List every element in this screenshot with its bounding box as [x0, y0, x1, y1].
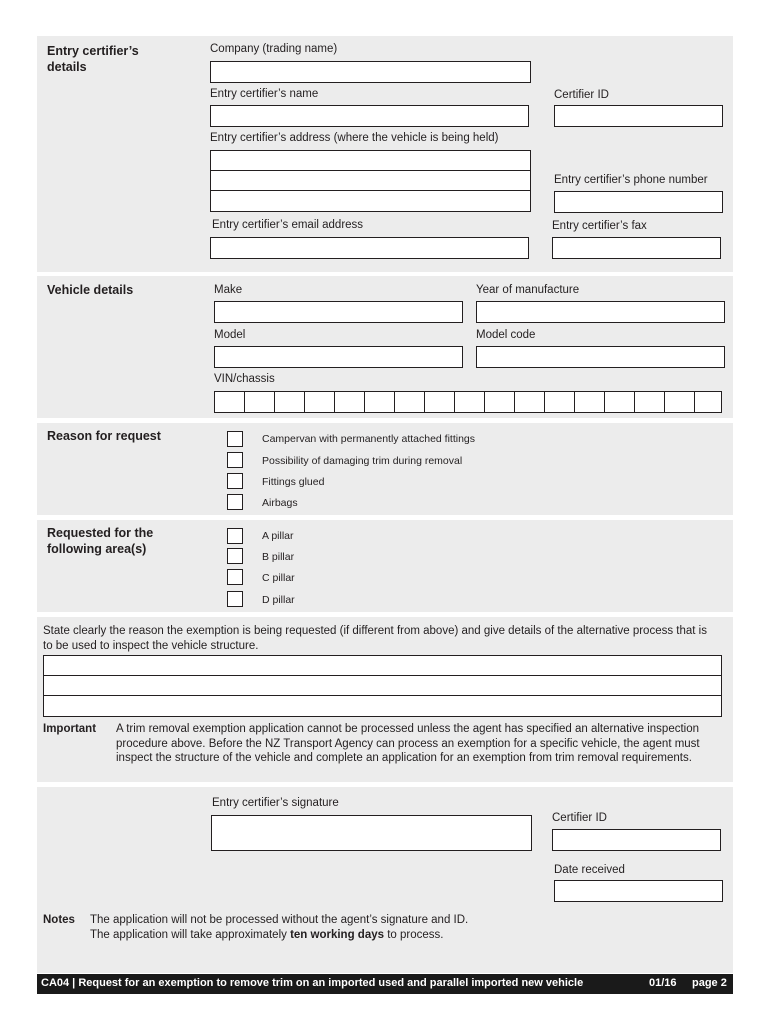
notes-line-1: The application will not be processed without the agent’s signature and ID. [90, 914, 469, 926]
vin-input[interactable] [214, 391, 722, 413]
area-option-c-pillar: C pillar [262, 572, 295, 584]
notes-line-2-emphasis: ten working days [290, 929, 385, 941]
alternative-line-2-input[interactable] [43, 675, 722, 696]
fax-label: Entry certifier’s fax [552, 220, 647, 232]
footer-title: CA04 | Request for an exemption to remove trim on an imported used and parallel imported new vehicle [41, 977, 584, 989]
reason-checkbox-airbags[interactable] [227, 494, 243, 510]
reason-heading: Reason for request [47, 429, 161, 443]
reason-option-damaging-trim: Possibility of damaging trim during removal [262, 455, 463, 467]
areas-heading: Requested for the following area(s) [47, 526, 154, 556]
model-label: Model [214, 329, 246, 341]
certifier-name-label: Entry certifier’s name [210, 88, 319, 100]
area-checkbox-a-pillar[interactable] [227, 528, 243, 544]
make-label: Make [214, 284, 243, 296]
area-option-b-pillar: B pillar [262, 551, 295, 563]
certifier-address-label: Entry certifier’s address (where the vehicle is being held) [210, 132, 499, 144]
address-line-1-input[interactable] [210, 150, 531, 171]
model-code-label: Model code [476, 329, 536, 341]
vin-label: VIN/chassis [214, 373, 275, 385]
signature-certifier-id-label: Certifier ID [552, 812, 607, 824]
footer-version: 01/16 [649, 977, 677, 989]
signature-certifier-id-input[interactable] [552, 829, 721, 851]
model-code-input[interactable] [476, 346, 725, 368]
address-line-3-input[interactable] [210, 190, 531, 212]
important-text: A trim removal exemption application cannot be processed unless the agent has specified an alternative inspection procedure above. Before the NZ Transport Agency can process an exemption for a specific vehicle, the agent must inspect the structure of the vehicle and complete an application for an exemption from trim removal requirements. [116, 723, 700, 764]
certifier-id-label: Certifier ID [554, 89, 609, 101]
page-footer [37, 974, 733, 994]
email-input[interactable] [210, 237, 529, 259]
alternative-line-3-input[interactable] [43, 695, 722, 717]
date-received-label: Date received [554, 864, 625, 876]
important-label: Important [43, 723, 97, 735]
year-input[interactable] [476, 301, 725, 323]
reason-checkbox-fittings-glued[interactable] [227, 473, 243, 489]
date-received-input[interactable] [554, 880, 723, 902]
area-checkbox-c-pillar[interactable] [227, 569, 243, 585]
model-input[interactable] [214, 346, 463, 368]
reason-option-fittings-glued: Fittings glued [262, 476, 325, 488]
alternative-line-1-input[interactable] [43, 655, 722, 676]
vehicle-heading: Vehicle details [47, 283, 134, 297]
company-input[interactable] [210, 61, 531, 83]
phone-input[interactable] [554, 191, 723, 213]
make-input[interactable] [214, 301, 463, 323]
address-line-2-input[interactable] [210, 170, 531, 191]
reason-option-campervan: Campervan with permanently attached fittings [262, 433, 476, 445]
company-label: Company (trading name) [210, 43, 338, 55]
notes-line-2-start: The application will take approximately [90, 929, 291, 941]
phone-label: Entry certifier’s phone number [554, 174, 708, 186]
fax-input[interactable] [552, 237, 721, 259]
signature-label: Entry certifier’s signature [212, 797, 339, 809]
certifier-id-input[interactable] [554, 105, 723, 127]
reason-checkbox-damaging-trim[interactable] [227, 452, 243, 468]
year-label: Year of manufacture [476, 284, 580, 296]
email-label: Entry certifier’s email address [212, 219, 364, 231]
notes-label: Notes [43, 914, 75, 926]
area-checkbox-b-pillar[interactable] [227, 548, 243, 564]
reason-option-airbags: Airbags [262, 497, 298, 509]
signature-input[interactable] [211, 815, 532, 851]
area-option-d-pillar: D pillar [262, 594, 295, 606]
entry-certifier-heading: Entry certifier’s details [47, 44, 139, 74]
certifier-name-input[interactable] [210, 105, 529, 127]
footer-page-number: page 2 [692, 977, 727, 989]
area-option-a-pillar: A pillar [262, 530, 294, 542]
notes-line-2-end: to process. [384, 929, 444, 941]
reason-checkbox-campervan[interactable] [227, 431, 243, 447]
alternative-instruction: State clearly the reason the exemption is being requested (if different from above) and give details of the alternative process that is to be used to inspect the vehicle structure. [43, 625, 707, 652]
area-checkbox-d-pillar[interactable] [227, 591, 243, 607]
notes-line-2 [90, 928, 443, 943]
